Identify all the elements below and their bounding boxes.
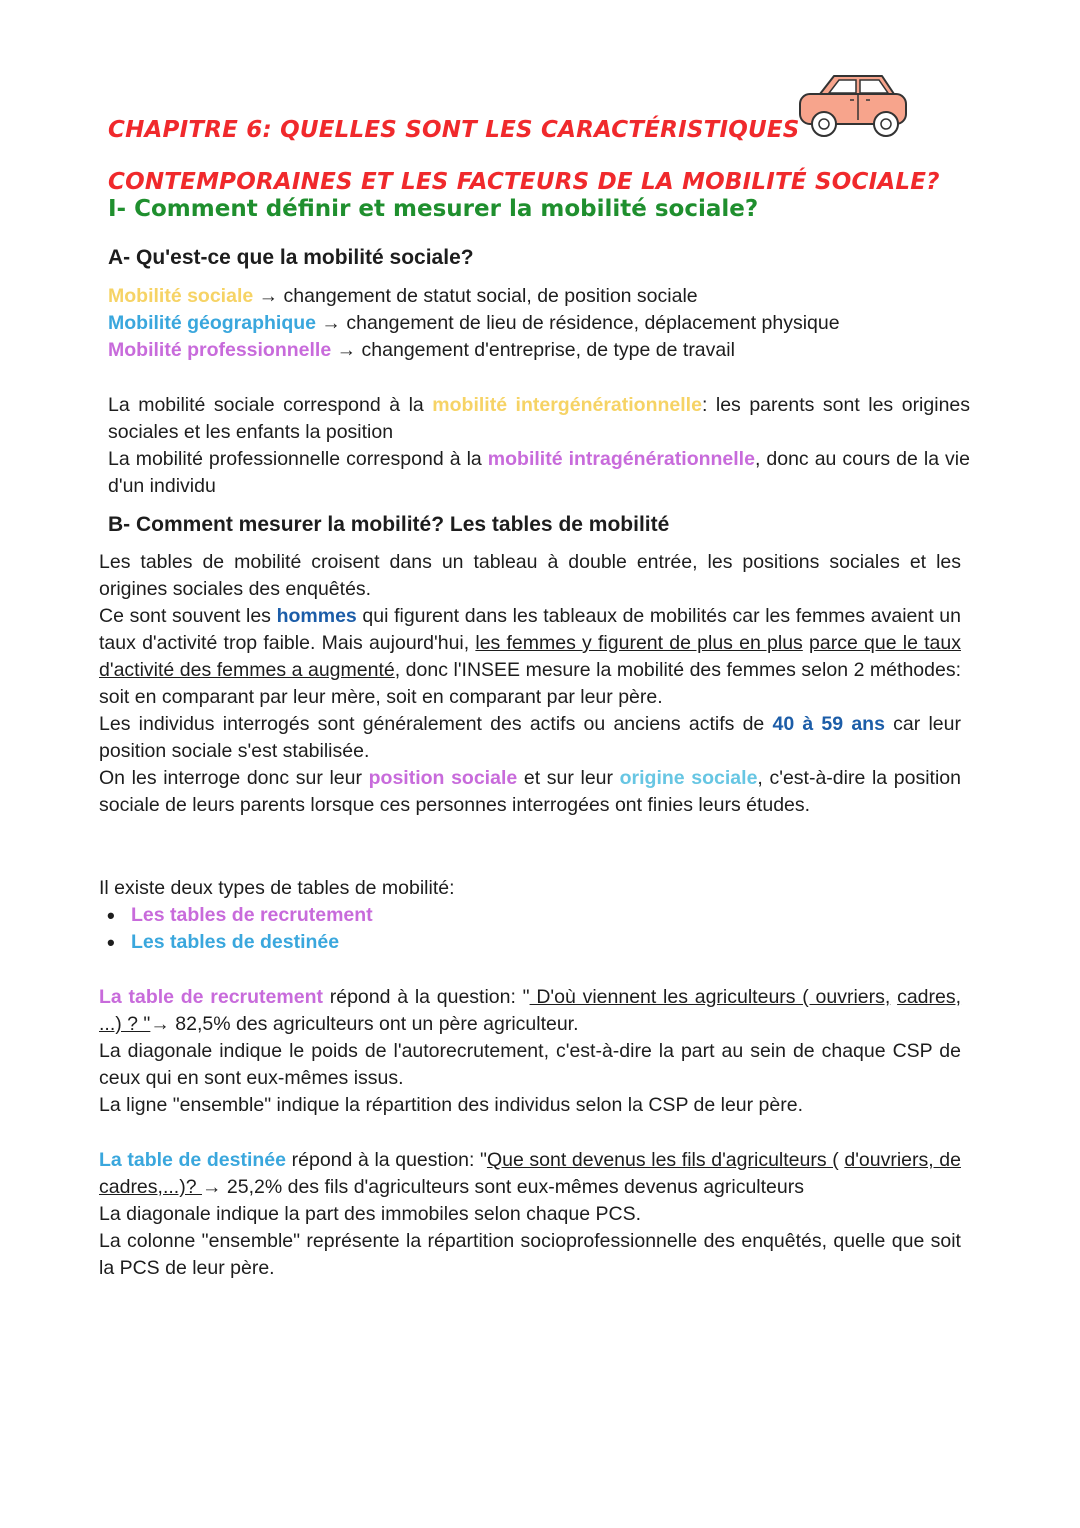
- list-item-recrutement: • Les tables de recrutement: [99, 902, 961, 929]
- definition-social: Mobilité sociale → changement de statut social, de position sociale: [108, 285, 698, 307]
- chapter-title-line-1: CHAPITRE 6: QUELLES SONT LES CARACTÉRISTIQUES: [108, 117, 800, 143]
- definition-geographic: Mobilité géographique → changement de lieu de résidence, déplacement physique: [108, 312, 840, 334]
- types-intro: Il existe deux types de tables de mobilité:: [99, 877, 455, 899]
- definitions-list: [108, 283, 988, 364]
- paragraph-intergenerational: La mobilité sociale correspond à la mobilité intergénérationnelle: les parents sont les origines sociales et les enfants la position: [108, 394, 971, 443]
- paragraph-recrutement: La table de recrutement répond à la question: " D'où viennent les agriculteurs ( ouvriers, cadres, ...) ? "→ 82,5% des agriculteurs ont un père agriculteur. La diagonale indique le poids de l'autorecrutement, c'est-à-dire la part au sein de chaque CSP de ceux qui en sont eux-mêmes issus. La ligne "ensemble" indique la répartition des individus selon la CSP de leur père.: [99, 986, 962, 1116]
- definition-professional: Mobilité professionnelle → changement d'entreprise, de type de travail: [108, 339, 735, 361]
- section-a-title: A- Qu'est-ce que la mobilité sociale?: [108, 246, 474, 269]
- list-item-destinee: • Les tables de destinée: [99, 929, 961, 956]
- car-icon: [790, 70, 914, 140]
- mobility-table-types: [99, 902, 961, 956]
- paragraph-intragenerational: La mobilité professionnelle correspond à la mobilité intragénérationnelle, donc au cours de la vie d'un individu: [108, 448, 970, 497]
- paragraph-destinee: La table de destinée répond à la question: "Que sont devenus les fils d'agriculteurs ( d'ouvriers, de cadres,...)? → 25,2% des fils d'agriculteurs sont eux-mêmes devenus agriculteurs La diagonale indique la part des immobiles selon chaque PCS. La colonne "ensemble" représente la répartition socioprofessionnelle des enquêtés, quelle que soit la PCS de leur père.: [99, 1149, 961, 1279]
- paragraph-mobility-tables: Les tables de mobilité croisent dans un tableau à double entrée, les positions sociales et les origines sociales des enquêtés. Ce sont souvent les hommes qui figurent dans les tableaux de mobilités car les femmes avaient un taux d'activité trop faible. Mais aujourd'hui, les femmes y figurent de plus en plus parce que le taux d'activité des femmes a augmenté, donc l'INSEE mesure la mobilité des femmes selon 2 méthodes: soit en comparant par leur mère, soit en comparant par leur père. Les individus interrogés sont généralement des actifs ou anciens actifs de 40 à 59 ans car leur position sociale s'est stabilisée. On les interroge donc sur leur position sociale et sur leur origine sociale, c'est-à-dire la position sociale de leurs parents lorsque ces personnes interrogées ont finies leurs études.: [99, 551, 961, 816]
- chapter-title-line-2: CONTEMPORAINES ET LES FACTEURS DE LA MOBILITÉ SOCIALE?: [108, 169, 940, 195]
- section-1-title: I- Comment définir et mesurer la mobilité sociale?: [108, 196, 759, 222]
- section-b-title: B- Comment mesurer la mobilité? Les tables de mobilité: [108, 513, 670, 536]
